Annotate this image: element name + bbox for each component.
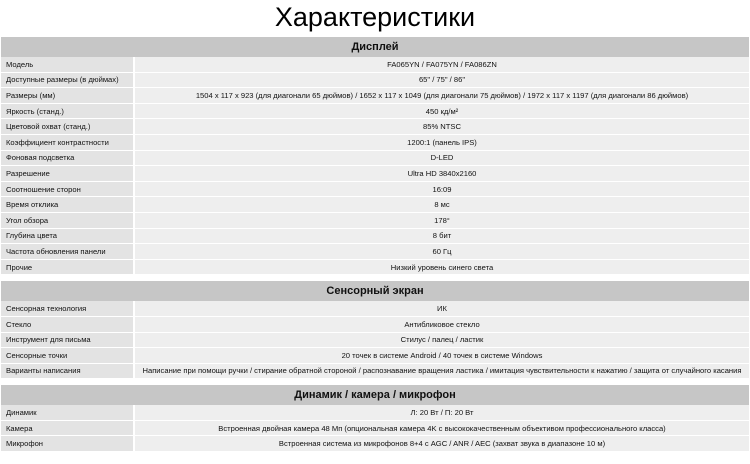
spec-label: Коэффициент контрастности [1, 134, 134, 150]
table-row [1, 436, 749, 452]
table-row [1, 348, 749, 364]
table-row [1, 316, 749, 332]
spec-label: Цветовой охват (станд.) [1, 119, 134, 135]
table-row [1, 181, 749, 197]
table-row [1, 259, 749, 275]
spec-value: Низкий уровень синего света [134, 259, 749, 275]
spec-label: Камера [1, 420, 134, 436]
spec-value: Ultra HD 3840x2160 [134, 166, 749, 182]
touch-spec-table [1, 301, 749, 379]
spec-value: ИК [134, 301, 749, 316]
spec-label: Соотношение сторон [1, 181, 134, 197]
spec-value: Стилус / палец / ластик [134, 332, 749, 348]
table-row [1, 212, 749, 228]
spec-label: Варианты написания [1, 363, 134, 379]
table-row [1, 244, 749, 260]
spec-value: Встроенная двойная камера 48 Мп (опциональная камера 4K с высококачественным объективом профессионального класса) [134, 420, 749, 436]
spec-label: Динамик [1, 405, 134, 420]
spec-value: 178° [134, 212, 749, 228]
table-row [1, 88, 749, 104]
section-header-display: Дисплей [1, 37, 749, 57]
spec-value: 8 мс [134, 197, 749, 213]
spec-label: Сенсорные точки [1, 348, 134, 364]
spec-value: Встроенная система из микрофонов 8+4 с AGC / ANR / AEC (захват звука в диапазоне 10 м) [134, 436, 749, 452]
display-spec-table [1, 57, 749, 275]
spec-value: 85% NTSC [134, 119, 749, 135]
table-row [1, 197, 749, 213]
table-row [1, 363, 749, 379]
spec-label: Угол обзора [1, 212, 134, 228]
spec-value: 1504 x 117 x 923 (для диагонали 65 дюймов) / 1652 x 117 x 1049 (для диагонали 75 дюймов) / 1972 x 117 x 1197 (для диагонали 86 дюймов) [134, 88, 749, 104]
section-header-audio-video: Динамик / камера / микрофон [1, 385, 749, 405]
spec-label: Прочие [1, 259, 134, 275]
spec-label: Стекло [1, 316, 134, 332]
spec-value: D-LED [134, 150, 749, 166]
spec-label: Глубина цвета [1, 228, 134, 244]
table-row [1, 72, 749, 88]
spec-label: Размеры (мм) [1, 88, 134, 104]
table-row [1, 57, 749, 72]
table-row [1, 420, 749, 436]
spec-value: 450 кд/м² [134, 103, 749, 119]
spec-value: 60 Гц [134, 244, 749, 260]
spec-value: 1200:1 (панель IPS) [134, 134, 749, 150]
table-row [1, 332, 749, 348]
spec-label: Доступные размеры (в дюймах) [1, 72, 134, 88]
spec-value: 8 бит [134, 228, 749, 244]
spec-value: Антибликовое стекло [134, 316, 749, 332]
spec-label: Частота обновления панели [1, 244, 134, 260]
page-title: Характеристики [274, 2, 476, 32]
table-row [1, 228, 749, 244]
spec-value: 16:09 [134, 181, 749, 197]
section-header-touch: Сенсорный экран [1, 281, 749, 301]
spec-label: Модель [1, 57, 134, 72]
spec-label: Фоновая подсветка [1, 150, 134, 166]
spec-value: FA065YN / FA075YN / FA086ZN [134, 57, 749, 72]
spec-value: 20 точек в системе Android / 40 точек в системе Windows [134, 348, 749, 364]
spec-value: 65" / 75" / 86" [134, 72, 749, 88]
spec-label: Сенсорная технология [1, 301, 134, 316]
spec-label: Инструмент для письма [1, 332, 134, 348]
spec-label: Микрофон [1, 436, 134, 452]
table-row [1, 166, 749, 182]
spec-value: Написание при помощи ручки / стирание обратной стороной / распознавание вращения ластика / имитация чувствительности к нажатию / защита от случайного касания [134, 363, 749, 379]
table-row [1, 134, 749, 150]
spec-label: Разрешение [1, 166, 134, 182]
table-row [1, 405, 749, 420]
spec-label: Время отклика [1, 197, 134, 213]
table-row [1, 150, 749, 166]
table-row [1, 119, 749, 135]
spec-label: Яркость (станд.) [1, 103, 134, 119]
table-row [1, 301, 749, 316]
audio-video-spec-table [1, 405, 749, 452]
spec-value: Л: 20 Вт / П: 20 Вт [134, 405, 749, 420]
table-row [1, 103, 749, 119]
